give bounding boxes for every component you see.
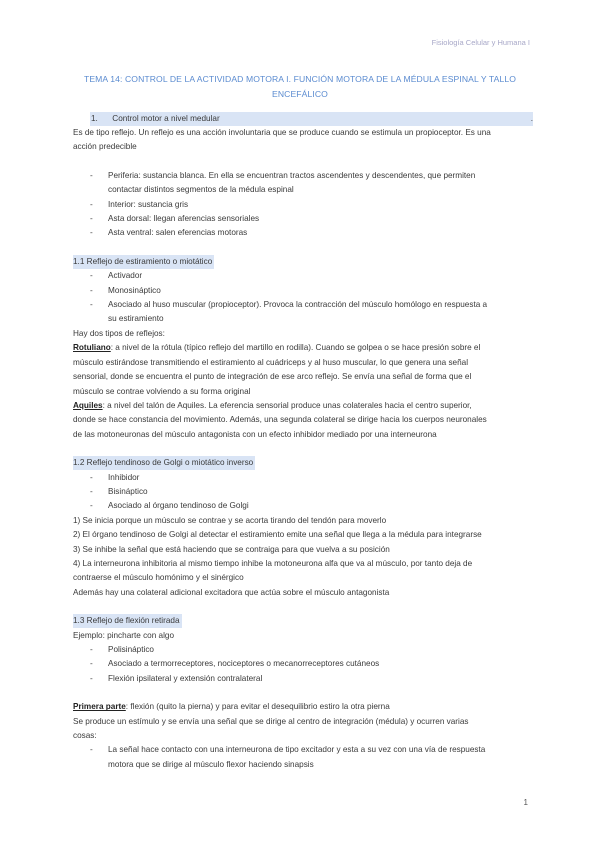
list-item-text: Polisináptico [108, 645, 154, 654]
section-1-number: 1. [91, 114, 98, 123]
list-dash: - [90, 745, 93, 755]
course-header: Fisiología Celular y Humana I [431, 38, 530, 47]
paragraph-line: : a nivel de la rótula (típico reflejo del martillo en rodilla). Cuando se golpea o se hace presión sobre el [110, 343, 481, 353]
spacer [73, 686, 533, 700]
section-1-3-heading: 1.3 Reflejo de flexión retirada [73, 614, 182, 628]
spacer [73, 241, 533, 255]
list-item-text: Asociado al huso muscular (propioceptor). Provoca la contracción del músculo homólogo en respuesta a [108, 300, 488, 310]
paragraph-line: : a nivel del talón de Aquiles. La eferencia sensorial produce unas colaterales hacia el centro superior, [102, 400, 472, 410]
spacer [73, 155, 533, 169]
section-1-3 [73, 614, 533, 772]
list-item-text: Flexión ipsilateral y extensión contralateral [108, 673, 263, 683]
list-dash: - [90, 228, 93, 238]
rotuliano-paragraph [73, 341, 533, 355]
list-dash: - [90, 486, 93, 496]
list-dash: - [90, 501, 93, 511]
spacer [73, 600, 533, 614]
list-item-text: Inhibidor [108, 472, 140, 482]
paragraph-line: Se produce un estímulo y se envía una señal que se dirige al centro de integración (médula) y ocurren varias [73, 716, 469, 726]
step-line: 4) La interneurona inhibitoria al mismo tiempo inhibe la motoneurona alfa que va al músculo, por tanto deja de [73, 558, 473, 568]
list-item [73, 657, 533, 671]
list-dash: - [90, 170, 93, 180]
paragraph-line: sensorial, donde se encuentra el punto de integración de ese arco reflejo. Se envía una señal de forma que el [73, 372, 472, 382]
list-item [73, 269, 533, 283]
list-dash: - [90, 300, 93, 310]
section-1-1 [73, 255, 533, 442]
list-item [73, 298, 533, 327]
rotuliano-label: Rotuliano [73, 343, 111, 353]
list-item-text: Bisináptico [108, 486, 148, 496]
list-dash: - [90, 271, 93, 281]
step-line: contraerse el músculo homónimo y el sinérgico [73, 573, 244, 583]
step-line: Además hay una colateral adicional excitadora que actúa sobre el músculo antagonista [73, 587, 390, 597]
section-1-1-heading: 1.1 Reflejo de estiramiento o miotático [73, 255, 214, 269]
list-item-text: La señal hace contacto con una interneurona de tipo excitador y esta a su vez con una vía de respuesta [108, 745, 486, 755]
list-item-text: Monosináptico [108, 285, 161, 295]
paragraph-line: músculo estirándose transmitiendo el estiramiento al cuádriceps y al huso muscular, lo que genera una señal [73, 357, 469, 367]
list-dash: - [90, 285, 93, 295]
paragraph-line: cosas: [73, 731, 97, 741]
list-item [73, 284, 533, 298]
list-item [73, 226, 533, 240]
list-item [73, 672, 533, 686]
list-item [73, 499, 533, 513]
spacer [73, 442, 533, 456]
aquiles-paragraph [73, 399, 533, 413]
list-item [73, 485, 533, 499]
paragraph-line: donde se hace constancia del movimiento. Además, una segunda colateral se dirige hacia los cuerpos neuronales [73, 415, 487, 425]
list-dash: - [90, 472, 93, 482]
list-item [73, 198, 533, 212]
list-item [73, 471, 533, 485]
list-item [73, 643, 533, 657]
list-dash: - [90, 673, 93, 683]
example-line: Ejemplo: pincharte con algo [73, 630, 175, 640]
title-line-2: ENCEFÁLICO [272, 89, 328, 99]
list-dash: - [90, 659, 93, 669]
list-item-text: contactar distintos segmentos de la médula espinal [108, 185, 294, 195]
section-1-2-heading: 1.2 Reflejo tendinoso de Golgi o miotático inverso [73, 456, 255, 470]
step-line: 3) Se inhibe la señal que está haciendo que se contraiga para que vuelva a su posición [73, 544, 390, 554]
list-item-text: su estiramiento [108, 314, 164, 324]
section-1-intro [73, 126, 533, 155]
list-dash: - [90, 645, 93, 654]
paragraph-line: Es de tipo reflejo. Un reflejo es una acción involuntaria que se produce cuando se estimula un propioceptor. Es una [73, 128, 491, 137]
section-1-title: Control motor a nivel medular [112, 114, 220, 123]
section-1-heading [90, 112, 533, 126]
list-dash: - [90, 214, 93, 224]
list-item [73, 212, 533, 226]
list-item-text: Asociado a termorreceptores, nociceptores o mecanorreceptores cutáneos [108, 659, 380, 669]
page-title [72, 72, 528, 102]
title-line-1: TEMA 14: CONTROL DE LA ACTIVIDAD MOTORA I. FUNCIÓN MOTORA DE LA MÉDULA ESPINAL Y TALLO [83, 74, 517, 84]
list-item-text: Interior: sustancia gris [108, 199, 189, 209]
section-1-heading-end: . [530, 114, 533, 123]
primera-parte-paragraph [73, 700, 533, 714]
list-item-text: Asociado al órgano tendinoso de Golgi [108, 501, 249, 511]
list-item-text: motora que se dirige al músculo flexor haciendo sinapsis [108, 759, 314, 769]
step-line: 2) El órgano tendinoso de Golgi al detectar el estiramiento emite una señal que llega a la médula para integrarse [73, 530, 482, 540]
document-body [73, 112, 533, 772]
page-number: 1 [523, 798, 528, 807]
list-item-text: Activador [108, 271, 143, 281]
types-intro: Hay dos tipos de reflejos: [73, 328, 165, 338]
section-1-2 [73, 456, 533, 600]
paragraph-line: músculo se contrae volviendo a su forma original [73, 386, 251, 396]
section-1-list [73, 169, 533, 241]
list-item-text: Asta ventral: salen eferencias motoras [108, 228, 248, 238]
list-item-text: Periferia: sustancia blanca. En ella se encuentran tractos ascendentes y descendentes, que permiten [108, 170, 476, 180]
step-line: 1) Se inicia porque un músculo se contrae y se acorta tirando del tendón para moverlo [73, 515, 387, 525]
list-item [73, 169, 533, 198]
list-dash: - [90, 199, 93, 209]
paragraph-line: acción predecible [73, 142, 137, 152]
aquiles-label: Aquiles [73, 400, 103, 410]
list-item-text: Asta dorsal: llegan aferencias sensoriales [108, 214, 260, 224]
primera-parte-label: Primera parte [73, 702, 126, 712]
paragraph-line: : flexión (quito la pierna) y para evitar el desequilibrio estiro la otra pierna [125, 702, 390, 712]
paragraph-line: de las motoneuronas del músculo antagonista con un efecto inhibidor mediado por una interneurona [73, 429, 437, 439]
list-item [73, 743, 533, 772]
